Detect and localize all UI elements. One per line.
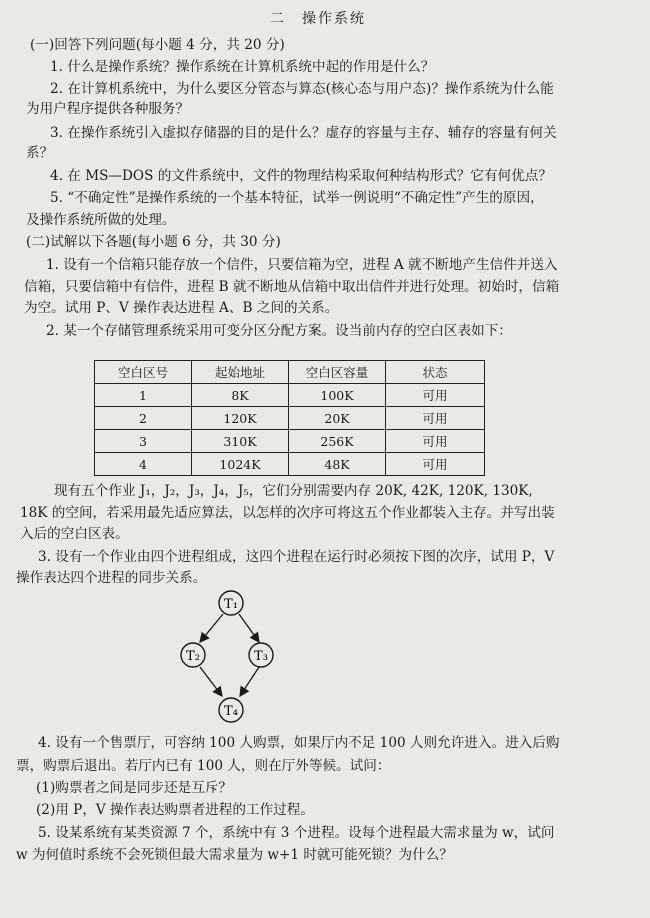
problem-5-line2: w 为何值时系统不会死锁但最大需求量为 w+1 时就可能死锁？为什么？: [16, 847, 453, 863]
node-t2: [181, 643, 205, 667]
problem-4-line3: (1)购票者之间是同步还是互斥？: [36, 780, 232, 796]
table-cell: 1024K: [192, 453, 289, 476]
problem-4-line1: 4. 设有一个售票厅，可容纳 100 人购票，如果厅内不足 100 人则允许进入。进入后购: [38, 735, 560, 751]
table-row: [95, 384, 485, 407]
node-label: T₃: [254, 649, 268, 664]
question-4: 4. 在 MS—DOS 的文件系统中，文件的物理结构采取何种结构形式？它有何优点？: [50, 168, 552, 184]
free-block-table: [94, 360, 485, 476]
table-header: 空白区号: [95, 361, 192, 384]
problem-4-line4: (2)用 P，V 操作表达购票者进程的工作过程。: [36, 802, 314, 818]
node-label: T₁: [224, 597, 238, 612]
question-1: 1. 什么是操作系统？操作系统在计算机系统中起的作用是什么？: [50, 59, 435, 75]
table-header: 起始地址: [192, 361, 289, 384]
table-cell: 310K: [192, 430, 289, 453]
section1-header: (一)回答下列问题(每小题 4 分，共 20 分): [30, 37, 285, 53]
question-5-line2: 及操作系统所做的处理。: [26, 212, 176, 228]
table-cell: 可用: [386, 430, 485, 453]
problem-4-line2: 票，购票后退出。若厅内已有 100 人，则在厅外等候。试问：: [16, 758, 391, 774]
problem-1-line3: 为空。试用 P、V 操作表达进程 A、B 之间的关系。: [24, 300, 339, 316]
table-cell: 120K: [192, 407, 289, 430]
question-3-line1: 3. 在操作系统引入虚拟存储器的目的是什么？虚存的容量与主存、辅存的容量有何关: [50, 125, 557, 141]
table-cell: 可用: [386, 407, 485, 430]
table-cell: 可用: [386, 453, 485, 476]
table-cell: 48K: [289, 453, 386, 476]
table-row: [95, 430, 485, 453]
problem-2-line4: 入后的空白区表。: [20, 526, 129, 542]
problem-2-line3: 18K 的空间，若采用最先适应算法，以怎样的次序可将这五个作业都装入主存。并写出装: [20, 505, 555, 521]
table-row: [95, 453, 485, 476]
question-3-line2: 系？: [26, 145, 54, 161]
node-t1: [219, 591, 243, 615]
question-2-line2: 为用户程序提供各种服务？: [26, 101, 190, 117]
table-cell: 2: [95, 407, 192, 430]
node-t4: [219, 698, 243, 722]
table-header-row: [95, 361, 485, 384]
table-header: 空白区容量: [289, 361, 386, 384]
table-cell: 可用: [386, 384, 485, 407]
edge-t2-t4: [200, 667, 222, 696]
table-cell: 256K: [289, 430, 386, 453]
table-cell: 8K: [192, 384, 289, 407]
node-t3: [249, 643, 273, 667]
table-cell: 3: [95, 430, 192, 453]
edge-t3-t4: [240, 667, 259, 696]
table-cell: 4: [95, 453, 192, 476]
problem-5-line1: 5. 设某系统有某类资源 7 个，系统中有 3 个进程。设每个进程最大需求量为 w，试问: [38, 825, 555, 841]
table-cell: 20K: [289, 407, 386, 430]
process-precedence-graph: [170, 580, 300, 730]
question-2-line1: 2. 在计算机系统中，为什么要区分管态与算态(核心态与用户态)？操作系统为什么能: [50, 81, 554, 97]
table-row: [95, 407, 485, 430]
problem-1-line2: 信箱，只要信箱中有信件，进程 B 就不断地从信箱中取出信件并进行处理。初始时，信箱: [24, 279, 560, 295]
node-label: T₂: [186, 649, 200, 664]
node-label: T₄: [224, 704, 238, 719]
problem-2-line2: 现有五个作业 J₁，J₂，J₃，J₄，J₅，它们分别需要内存 20K, 42K, 120K, 130K,: [54, 483, 533, 499]
edge-t1-t2: [200, 614, 223, 642]
edge-t1-t3: [239, 614, 259, 642]
question-5-line1: 5. “不确定性”是操作系统的一个基本特征，试举一例说明“不确定性”产生的原因，: [50, 190, 544, 206]
page-title: 二 操作系统: [270, 11, 366, 27]
table-cell: 100K: [289, 384, 386, 407]
problem-3-line1: 3. 设有一个作业由四个进程组成，这四个进程在运行时必须按下图的次序，试用 P，V: [38, 549, 555, 565]
section2-header: (二)试解以下各题(每小题 6 分，共 30 分): [26, 234, 281, 250]
problem-2-line1: 2. 某一个存储管理系统采用可变分区分配方案。设当前内存的空白区表如下：: [46, 323, 512, 339]
table-header: 状态: [386, 361, 485, 384]
problem-3-line2: 操作表达四个进程的同步关系。: [16, 570, 207, 586]
table-cell: 1: [95, 384, 192, 407]
problem-1-line1: 1. 设有一个信箱只能存放一个信件，只要信箱为空，进程 A 就不断地产生信件并送入: [46, 257, 558, 273]
